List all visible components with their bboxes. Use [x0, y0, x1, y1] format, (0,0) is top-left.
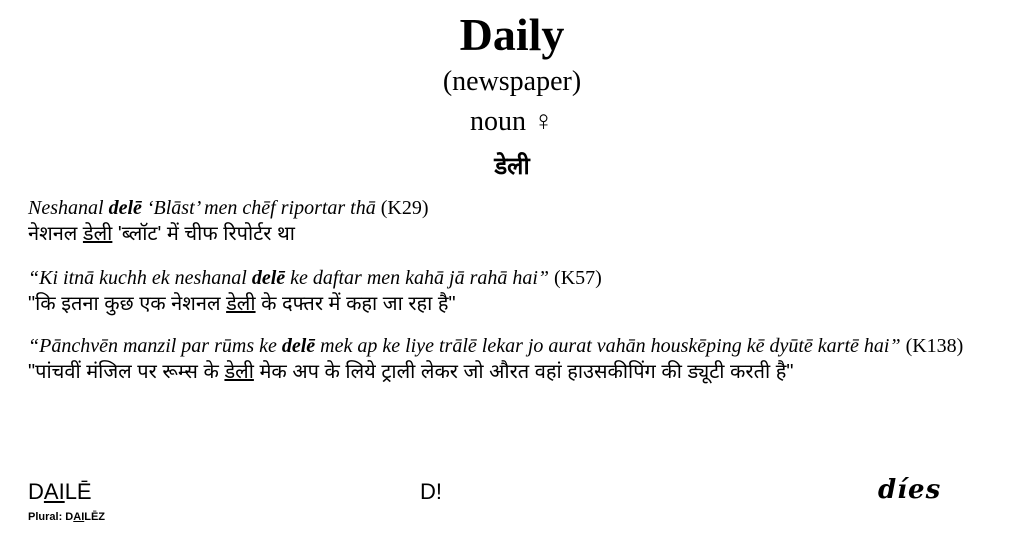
devanagari-keyword: डेली [224, 361, 254, 383]
example-2 [28, 266, 1003, 319]
translit-text: ‘Blāst’ men chēf riportar thā [141, 197, 376, 219]
example-reference: (K29) [375, 197, 429, 219]
translit-keyword: delē [251, 267, 286, 289]
devanagari-text: "पांचवीं मंजिल पर रूम्स के [28, 361, 225, 383]
example-transliteration [28, 266, 1003, 290]
entry-subtitle: (newspaper) [442, 66, 582, 97]
devanagari-keyword: डेली [82, 223, 113, 245]
pronunciation [28, 479, 92, 505]
example-1 [28, 196, 1003, 249]
pronunciation-part: D [28, 479, 44, 504]
example-devanagari [28, 290, 1003, 319]
translit-text: Neshanal [28, 197, 109, 219]
devanagari-text: नेशनल [28, 223, 83, 245]
footer-middle-mark: D! [420, 479, 442, 504]
devanagari-text: "कि इतना कुछ एक नेशनल [28, 293, 227, 315]
example-reference: (K57) [549, 267, 602, 289]
pronunciation-stress: AI [43, 479, 65, 504]
example-3 [28, 334, 1003, 387]
plural-form [28, 511, 105, 523]
devanagari-text: मेक अप के लिये ट्राली लेकर जो औरत वहां हाउसकीपिंग की ड्यूटी करती है" [253, 361, 794, 383]
plural-part: D [65, 511, 74, 523]
example-reference: (K138) [900, 335, 964, 357]
devanagari-keyword: डेली [226, 293, 256, 315]
translit-keyword: delē [281, 335, 316, 357]
translit-keyword: delē [108, 197, 142, 219]
entry-title: Daily [459, 9, 565, 60]
example-transliteration [28, 196, 1003, 220]
translit-text: “Ki itnā kuchh ek neshanal [28, 267, 252, 289]
hindi-headword: डेली [494, 153, 530, 180]
translit-text: ke daftar men kahā jā rahā hai” [285, 267, 550, 289]
translit-text: “Pānchvēn manzil par rūms ke [28, 335, 282, 357]
translit-text: mek ap ke liye trālē lekar jo aurat vahān houskēping kē dyūtē kartē hai” [315, 335, 901, 357]
example-transliteration [28, 334, 1003, 358]
devanagari-text: 'ब्लॉट' में चीफ रिपोर्टर था [112, 223, 295, 245]
devanagari-text: के दफ्तर में कहा जा रहा है" [255, 293, 456, 315]
pronunciation-part: LĒ [64, 479, 92, 504]
plural-stress: AI [73, 511, 85, 523]
example-devanagari [28, 220, 1003, 249]
part-of-speech: noun ♀ [470, 106, 554, 137]
footer-blackletter-word: díes [878, 475, 942, 505]
plural-part: LĒZ [84, 511, 106, 523]
plural-label: Plural: [28, 511, 66, 523]
example-devanagari [28, 358, 1003, 387]
